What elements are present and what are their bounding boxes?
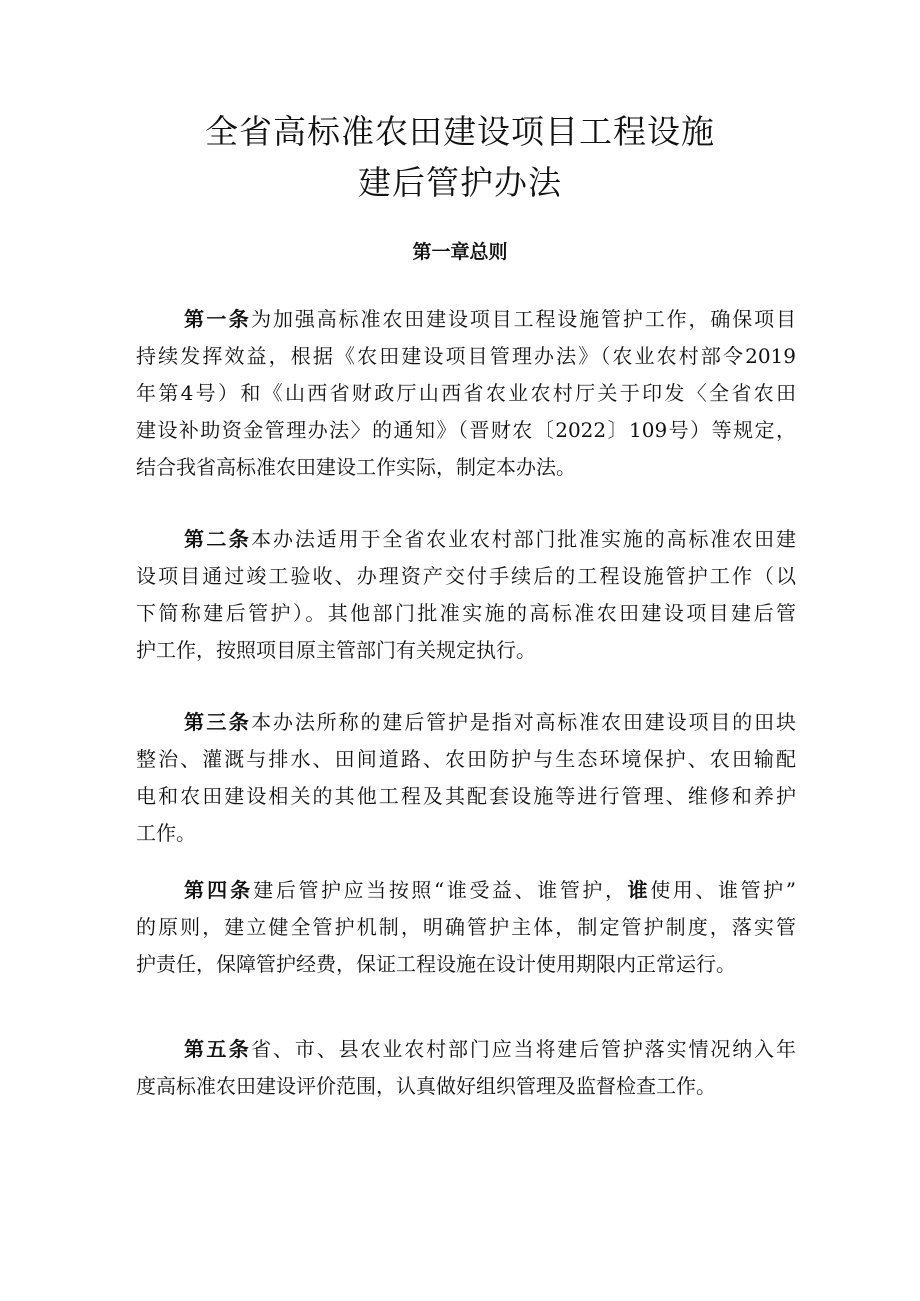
article-1-line-3: 年第4号）和《山西省财政厅山西省农业农村厅关于印发〈全省农田 bbox=[136, 381, 796, 405]
article-5 bbox=[136, 1031, 796, 1105]
article-1-line-2: 持续发挥效益，根据《农田建设项目管理办法》（农业农村部令2019 bbox=[136, 344, 796, 368]
article-5-text-line-1: 省、市、县农业农村部门应当将建后管护落实情况纳入年 bbox=[251, 1037, 796, 1061]
article-4-line-2: 的原则，建立健全管护机制，明确管护主体，制定管护制度，落实管 bbox=[136, 915, 796, 939]
article-5-label: 第五条 bbox=[184, 1037, 252, 1061]
article-1-label: 第一条 bbox=[184, 307, 252, 331]
article-1-line-4: 建设补助资金管理办法〉的通知》（晋财农〔2022〕109号）等规定， bbox=[136, 418, 796, 442]
article-4-text-line-1a: 建后管护应当按照“谁受益、谁管护， bbox=[253, 878, 628, 902]
article-4-text-line-1c: 使用、谁管护” bbox=[650, 878, 796, 902]
chapter-heading: 第一章总则 bbox=[412, 241, 508, 263]
article-2-line-3: 下简称建后管护）。其他部门批准实施的高标准农田建设项目建后管 bbox=[136, 601, 796, 625]
article-3-text-line-1: 本办法所称的建后管护是指对高标准农田建设项目的田块 bbox=[251, 710, 796, 734]
article-5-line-2: 度高标准农田建设评价范围，认真做好组织管理及监督检查工作。 bbox=[136, 1074, 716, 1098]
document-title-line-2: 建后管护办法 bbox=[358, 163, 562, 202]
article-1 bbox=[136, 301, 796, 486]
article-2 bbox=[136, 521, 796, 669]
article-3 bbox=[136, 704, 796, 852]
article-3-line-1 bbox=[136, 704, 796, 741]
article-5-line-1 bbox=[136, 1031, 796, 1068]
article-1-line-1 bbox=[136, 301, 796, 338]
article-1-line-5: 结合我省高标准农田建设工作实际，制定本办法。 bbox=[136, 455, 576, 479]
article-4-line-1 bbox=[136, 872, 796, 909]
article-2-text-line-1: 本办法适用于全省农业农村部门批准实施的高标准农田建 bbox=[251, 527, 796, 551]
article-2-label: 第二条 bbox=[184, 527, 252, 551]
article-2-line-1 bbox=[136, 521, 796, 558]
article-2-line-2: 设项目通过竣工验收、办理资产交付手续后的工程设施管护工作（以 bbox=[136, 564, 796, 588]
article-2-line-4: 护工作，按照项目原主管部门有关规定执行。 bbox=[136, 638, 536, 662]
article-4 bbox=[136, 872, 796, 983]
article-1-text-line-1: 为加强高标准农田建设项目工程设施管护工作，确保项目 bbox=[251, 307, 796, 331]
article-4-line-3: 护责任，保障管护经费，保证工程设施在设计使用期限内正常运行。 bbox=[136, 952, 736, 976]
article-3-label: 第三条 bbox=[184, 710, 252, 734]
article-4-text-line-1b: 谁 bbox=[627, 878, 651, 902]
article-3-line-2: 整治、灌溉与排水、田间道路、农田防护与生态环境保护、农田输配 bbox=[136, 747, 796, 771]
article-3-line-3: 电和农田建设相关的其他工程及其配套设施等进行管理、维修和养护 bbox=[136, 784, 796, 808]
document-title-line-1: 全省高标准农田建设项目工程设施 bbox=[205, 112, 715, 151]
article-3-line-4: 工作。 bbox=[136, 821, 196, 845]
article-4-label: 第四条 bbox=[184, 878, 254, 902]
